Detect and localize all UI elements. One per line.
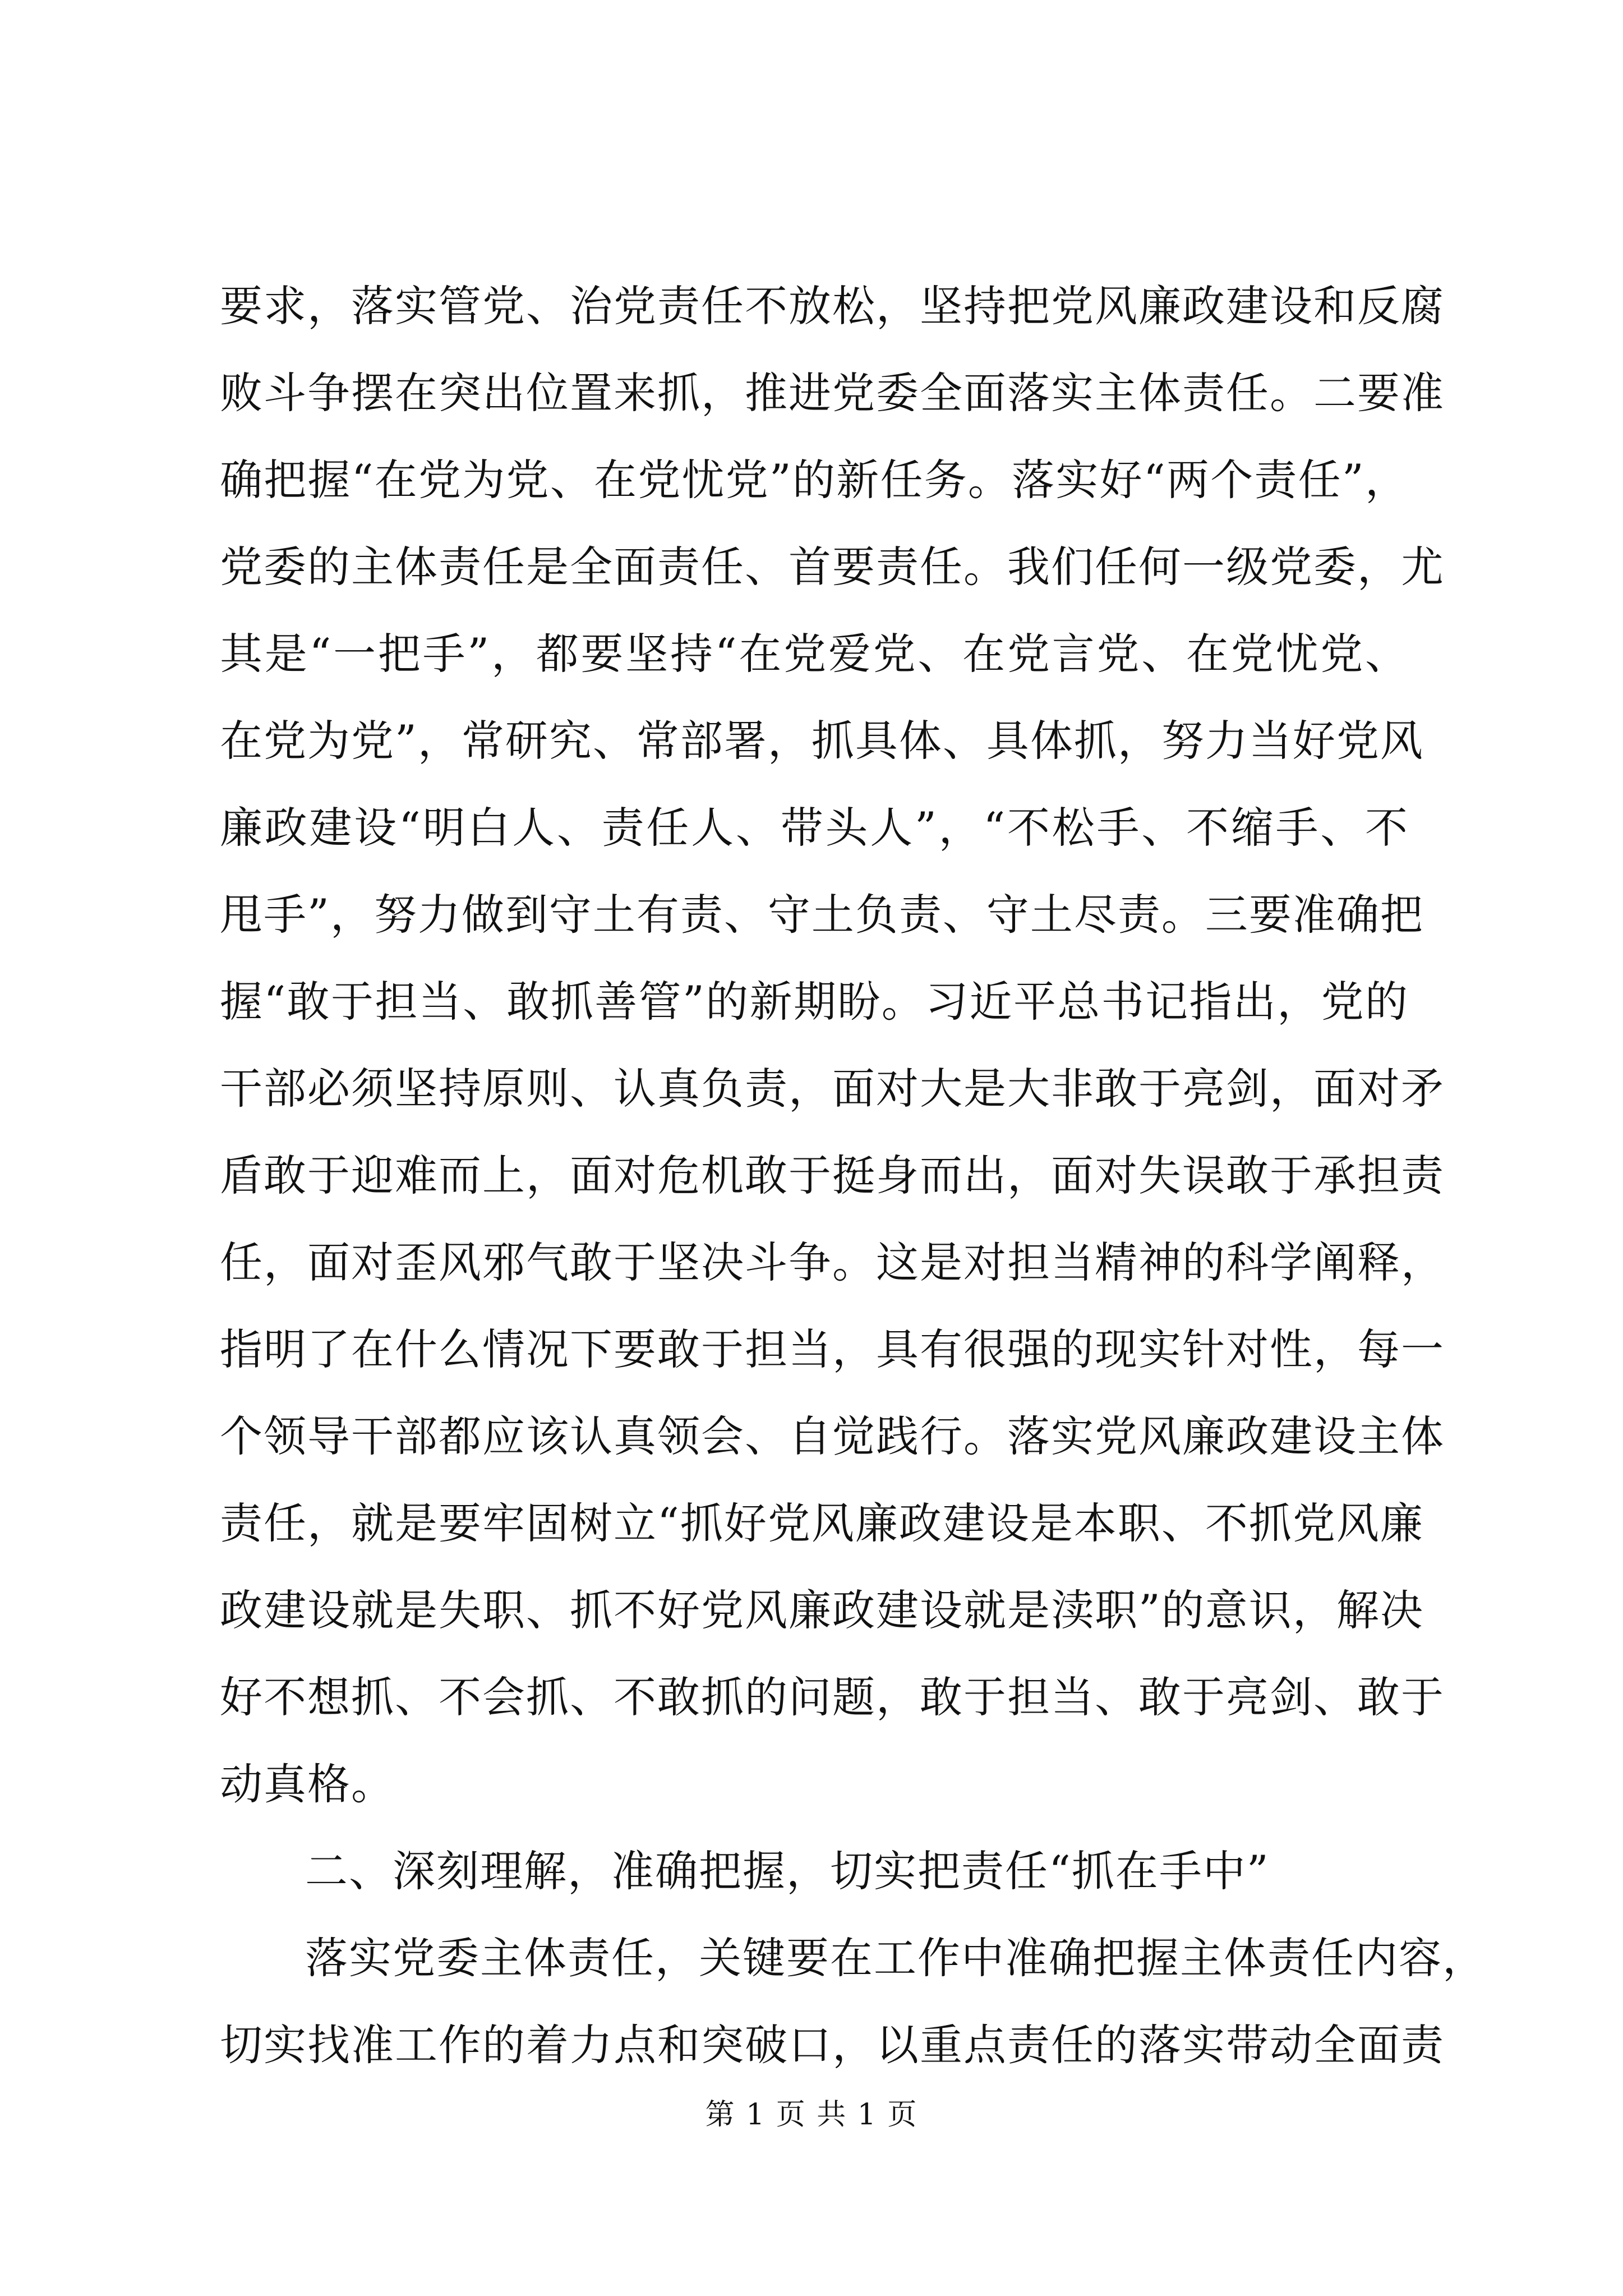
text-line: 落实党委主体责任，关键要在工作中准确把握主体责任内容， [305, 1933, 1486, 1983]
text-line: 确把握“在党为党、在党忧党”的新任务。落实好“两个责任”， [220, 455, 1409, 505]
text-line: 责任，就是要牢固树立“抓好党风廉政建设是本职、不抓党风廉 [220, 1498, 1424, 1548]
page-number-footer: 第 1 页 共 1 页 [705, 2098, 918, 2132]
text-line: 在党为党”，常研究、常部署，抓具体、具体抓，努力当好党风 [220, 716, 1424, 766]
text-line: 切实找准工作的着力点和突破口，以重点责任的落实带动全面责 [220, 2020, 1445, 2070]
text-line: 党委的主体责任是全面责任、首要责任。我们任何一级党委，尤 [220, 542, 1445, 592]
text-line: 要求，落实管党、治党责任不放松，坚持把党风廉政建设和反腐 [220, 281, 1445, 331]
text-line: 个领导干部都应该认真领会、自觉践行。落实党风廉政建设主体 [220, 1411, 1445, 1461]
text-line: 动真格。 [220, 1759, 395, 1809]
text-line: 握“敢于担当、敢抓善管”的新期盼。习近平总书记指出，党的 [220, 977, 1409, 1027]
section-heading: 二、深刻理解，准确把握，切实把责任“抓在手中” [305, 1846, 1270, 1896]
text-line: 败斗争摆在突出位置来抓，推进党委全面落实主体责任。二要准 [220, 368, 1445, 418]
text-line: 政建设就是失职、抓不好党风廉政建设就是渎职”的意识，解决 [220, 1585, 1424, 1635]
text-line: 盾敢于迎难而上，面对危机敢于挺身而出，面对失误敢于承担责 [220, 1151, 1445, 1200]
body-text [220, 263, 1486, 2088]
text-line: 干部必须坚持原则、认真负责，面对大是大非敢于亮剑，面对矛 [220, 1064, 1445, 1114]
text-line: 好不想抓、不会抓、不敢抓的问题，敢于担当、敢于亮剑、敢于 [220, 1672, 1445, 1722]
text-line: 其是“一把手”，都要坚持“在党爱党、在党言党、在党忧党、 [220, 629, 1409, 679]
text-line: 任，面对歪风邪气敢于坚决斗争。这是对担当精神的科学阐释， [220, 1237, 1445, 1287]
text-line: 指明了在什么情况下要敢于担当，具有很强的现实针对性，每一 [220, 1324, 1445, 1374]
text-line: 廉政建设“明白人、责任人、带头人”，“不松手、不缩手、不 [220, 803, 1409, 853]
text-line: 甩手”，努力做到守土有责、守土负责、守土尽责。三要准确把 [220, 890, 1424, 940]
